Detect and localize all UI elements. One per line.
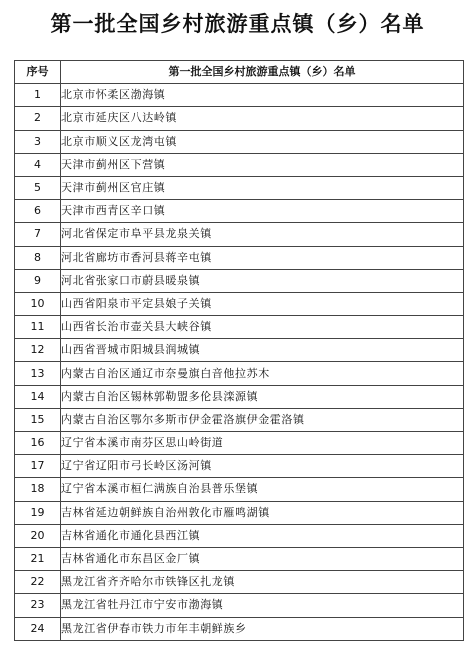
town-name: 北京市顺义区龙湾屯镇 (61, 130, 464, 153)
table-row (15, 432, 464, 455)
row-number: 3 (15, 130, 61, 153)
row-number: 2 (15, 107, 61, 130)
row-number: 14 (15, 385, 61, 408)
table-row (15, 362, 464, 385)
town-name: 黑龙江省牡丹江市宁安市渤海镇 (61, 594, 464, 617)
table-row (15, 547, 464, 570)
row-number: 9 (15, 269, 61, 292)
town-name: 山西省长治市壶关县大峡谷镇 (61, 316, 464, 339)
row-number: 6 (15, 200, 61, 223)
row-number: 15 (15, 408, 61, 431)
town-name: 内蒙古自治区锡林郭勒盟多伦县滦源镇 (61, 385, 464, 408)
column-header-number: 序号 (15, 61, 61, 84)
row-number: 24 (15, 617, 61, 640)
table-row (15, 84, 464, 107)
table-row (15, 594, 464, 617)
town-name: 吉林省延边朝鲜族自治州敦化市雁鸣湖镇 (61, 501, 464, 524)
town-name: 河北省廊坊市香河县蒋辛屯镇 (61, 246, 464, 269)
town-name: 河北省张家口市蔚县暖泉镇 (61, 269, 464, 292)
table-row (15, 246, 464, 269)
town-name: 山西省阳泉市平定县娘子关镇 (61, 292, 464, 315)
row-number: 11 (15, 316, 61, 339)
town-name: 吉林省通化市通化县西江镇 (61, 524, 464, 547)
town-name: 黑龙江省伊春市铁力市年丰朝鲜族乡 (61, 617, 464, 640)
table-row (15, 200, 464, 223)
town-name: 天津市西青区辛口镇 (61, 200, 464, 223)
town-name: 吉林省通化市东昌区金厂镇 (61, 547, 464, 570)
table-row (15, 385, 464, 408)
row-number: 10 (15, 292, 61, 315)
table-row (15, 269, 464, 292)
row-number: 20 (15, 524, 61, 547)
town-name: 山西省晋城市阳城县润城镇 (61, 339, 464, 362)
town-name: 河北省保定市阜平县龙泉关镇 (61, 223, 464, 246)
town-list-table (14, 60, 464, 641)
table-row (15, 223, 464, 246)
table-row (15, 130, 464, 153)
table-header-row (15, 61, 464, 84)
town-name: 内蒙古自治区鄂尔多斯市伊金霍洛旗伊金霍洛镇 (61, 408, 464, 431)
town-name: 辽宁省本溪市南芬区思山岭街道 (61, 432, 464, 455)
table-row (15, 107, 464, 130)
table-body (15, 84, 464, 641)
table-row (15, 408, 464, 431)
table-row (15, 617, 464, 640)
column-header-name: 第一批全国乡村旅游重点镇（乡）名单 (61, 61, 464, 84)
table-row (15, 292, 464, 315)
table-row (15, 176, 464, 199)
table-row (15, 339, 464, 362)
row-number: 23 (15, 594, 61, 617)
town-name: 天津市蓟州区下营镇 (61, 153, 464, 176)
town-name: 内蒙古自治区通辽市奈曼旗白音他拉苏木 (61, 362, 464, 385)
table-row (15, 316, 464, 339)
page-title: 第一批全国乡村旅游重点镇（乡）名单 (50, 12, 425, 36)
table-row (15, 501, 464, 524)
row-number: 5 (15, 176, 61, 199)
town-name: 天津市蓟州区官庄镇 (61, 176, 464, 199)
table-row (15, 153, 464, 176)
row-number: 22 (15, 571, 61, 594)
table-row (15, 478, 464, 501)
table-row (15, 524, 464, 547)
row-number: 16 (15, 432, 61, 455)
row-number: 19 (15, 501, 61, 524)
row-number: 1 (15, 84, 61, 107)
table-row (15, 455, 464, 478)
row-number: 17 (15, 455, 61, 478)
table-row (15, 571, 464, 594)
row-number: 21 (15, 547, 61, 570)
town-name: 北京市怀柔区渤海镇 (61, 84, 464, 107)
row-number: 8 (15, 246, 61, 269)
row-number: 7 (15, 223, 61, 246)
row-number: 4 (15, 153, 61, 176)
town-name: 北京市延庆区八达岭镇 (61, 107, 464, 130)
row-number: 13 (15, 362, 61, 385)
row-number: 12 (15, 339, 61, 362)
town-name: 辽宁省辽阳市弓长岭区汤河镇 (61, 455, 464, 478)
town-name: 辽宁省本溪市桓仁满族自治县普乐堡镇 (61, 478, 464, 501)
town-name: 黑龙江省齐齐哈尔市铁锋区扎龙镇 (61, 571, 464, 594)
row-number: 18 (15, 478, 61, 501)
